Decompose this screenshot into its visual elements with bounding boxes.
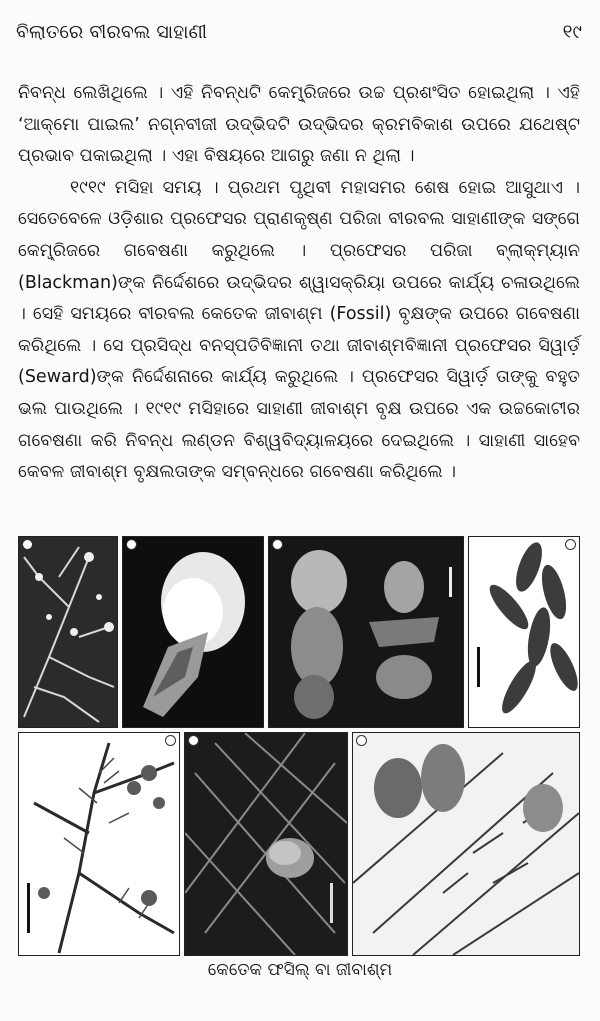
fossil-photo-6 xyxy=(184,732,348,956)
fossil-photo-3 xyxy=(268,536,464,728)
scale-bar xyxy=(449,567,452,597)
panel-marker xyxy=(165,735,176,746)
scale-bar xyxy=(27,883,30,933)
panel-marker xyxy=(22,539,33,550)
body-text xyxy=(18,78,580,489)
panel-marker xyxy=(272,539,283,550)
fossil-photo-2 xyxy=(122,536,264,728)
panel-marker xyxy=(188,735,199,746)
panel-marker xyxy=(565,539,576,550)
figure-caption: କେତେକ ଫସିଲ୍ ବା ଜୀବାଶ୍ମ xyxy=(207,960,393,980)
scale-bar xyxy=(477,647,480,687)
fossil-photo-4 xyxy=(468,536,580,728)
fossil-photo-1 xyxy=(18,536,118,728)
running-title: ବିଲାତରେ ବୀରବଲ ସାହାଣୀ xyxy=(16,21,208,43)
paragraph-2: ୧୯୧୯ ମସିହା ସମୟ । ପ୍ରଥମ ପୃଥିବୀ ମହାସମର ଶେଷ ହୋଇ ଆସୁଥାଏ । ସେତେବେଳେ ଓଡ଼ିଶାର ପ୍ରଫେସର ପ୍ରାଣକୃଷ୍ଣ ପରିଜା ବୀରବଲ ସାହାଣୀଙ୍କ ସଙ୍ଗେ କେମ୍ବ୍ରିଜରେ ଗବେଷଣା କରୁଥିଲେ । ପ୍ରଫେସର ପରିଜା ବ୍ଲାକ୍‌ମ୍ୟାନ (Blackman)ଙ୍କ ନିର୍ଦ୍ଦେଶରେ ଉଦ୍ଭିଦର ଶ୍ୱାସକ୍ରିୟା ଉପରେ କାର୍ଯ୍ୟ ଚଳାଉଥିଲେ । ସେହି ସମୟରେ ବୀରବଲ କେତେକ ଜୀବାଶ୍ମ (Fossil) ବୃକ୍ଷଙ୍କ ଉପରେ ଗବେଷଣା କରିଥିଲେ । ସେ ପ୍ରସିଦ୍ଧ ବନସ୍ପତିବିଜ୍ଞାନୀ ତଥା ଜୀବାଶ୍ମବିଜ୍ଞାନୀ ପ୍ରଫେସର ସିୱାର୍ଡ଼ (Seward)ଙ୍କ ନିର୍ଦ୍ଦେଶନାରେ କାର୍ଯ୍ୟ କରୁଥିଲେ । ପ୍ରଫେସର ସିୱାର୍ଡ଼ ତାଙ୍କୁ ବହୁତ ଭଲ ପାଉଥିଲେ । ୧୯୧୯ ମସିହାରେ ସାହାଣୀ ଜୀବାଶ୍ମ ବୃକ୍ଷ ଉପରେ ଏକ ଉଚ୍ଚକୋଟୀର ଗବେଷଣା କରି ନିବନ୍ଧ ଲଣ୍ଡନ ବିଶ୍ୱବିଦ୍ୟାଳୟରେ ଦେଇଥିଲେ । ସାହାଣୀ ସାହେବ କେବଳ ଜୀବାଶ୍ମ ବୃକ୍ଷଲତାଙ୍କ ସମ୍ବନ୍ଧରେ ଗବେଷଣା କରିଥିଲେ । xyxy=(18,177,580,483)
paragraph-1: ନିବନ୍ଧ ଲେଖିଥିଲେ । ଏହି ନିବନ୍ଧଟି କେମ୍ବ୍ରିଜରେ ଉଚ୍ଚ ପ୍ରଶଂସିତ ହୋଇଥିଲା । ଏହି ‘ଆକ୍‌ମୋ ପାଇଲ’ ନଗ୍ନବୀଜୀ ଉଦ୍ଭିଦଟି ଉଦ୍ଭିଦର କ୍ରମବିକାଶ ଉପରେ ଯଥେଷ୍ଟ ପ୍ରଭାବ ପକାଇଥିଲା । ଏହା ବିଷୟରେ ଆଗରୁ ଜଣା ନ ଥିଲା । xyxy=(18,83,580,167)
panel-marker xyxy=(356,735,367,746)
fossil-photo-5 xyxy=(18,732,180,956)
page-number: ୧୯ xyxy=(562,21,582,43)
fossil-photo-7 xyxy=(352,732,580,956)
page-header xyxy=(16,14,582,50)
fossil-photo-plate xyxy=(18,536,580,954)
panel-marker xyxy=(126,539,137,550)
scale-bar xyxy=(330,883,333,923)
